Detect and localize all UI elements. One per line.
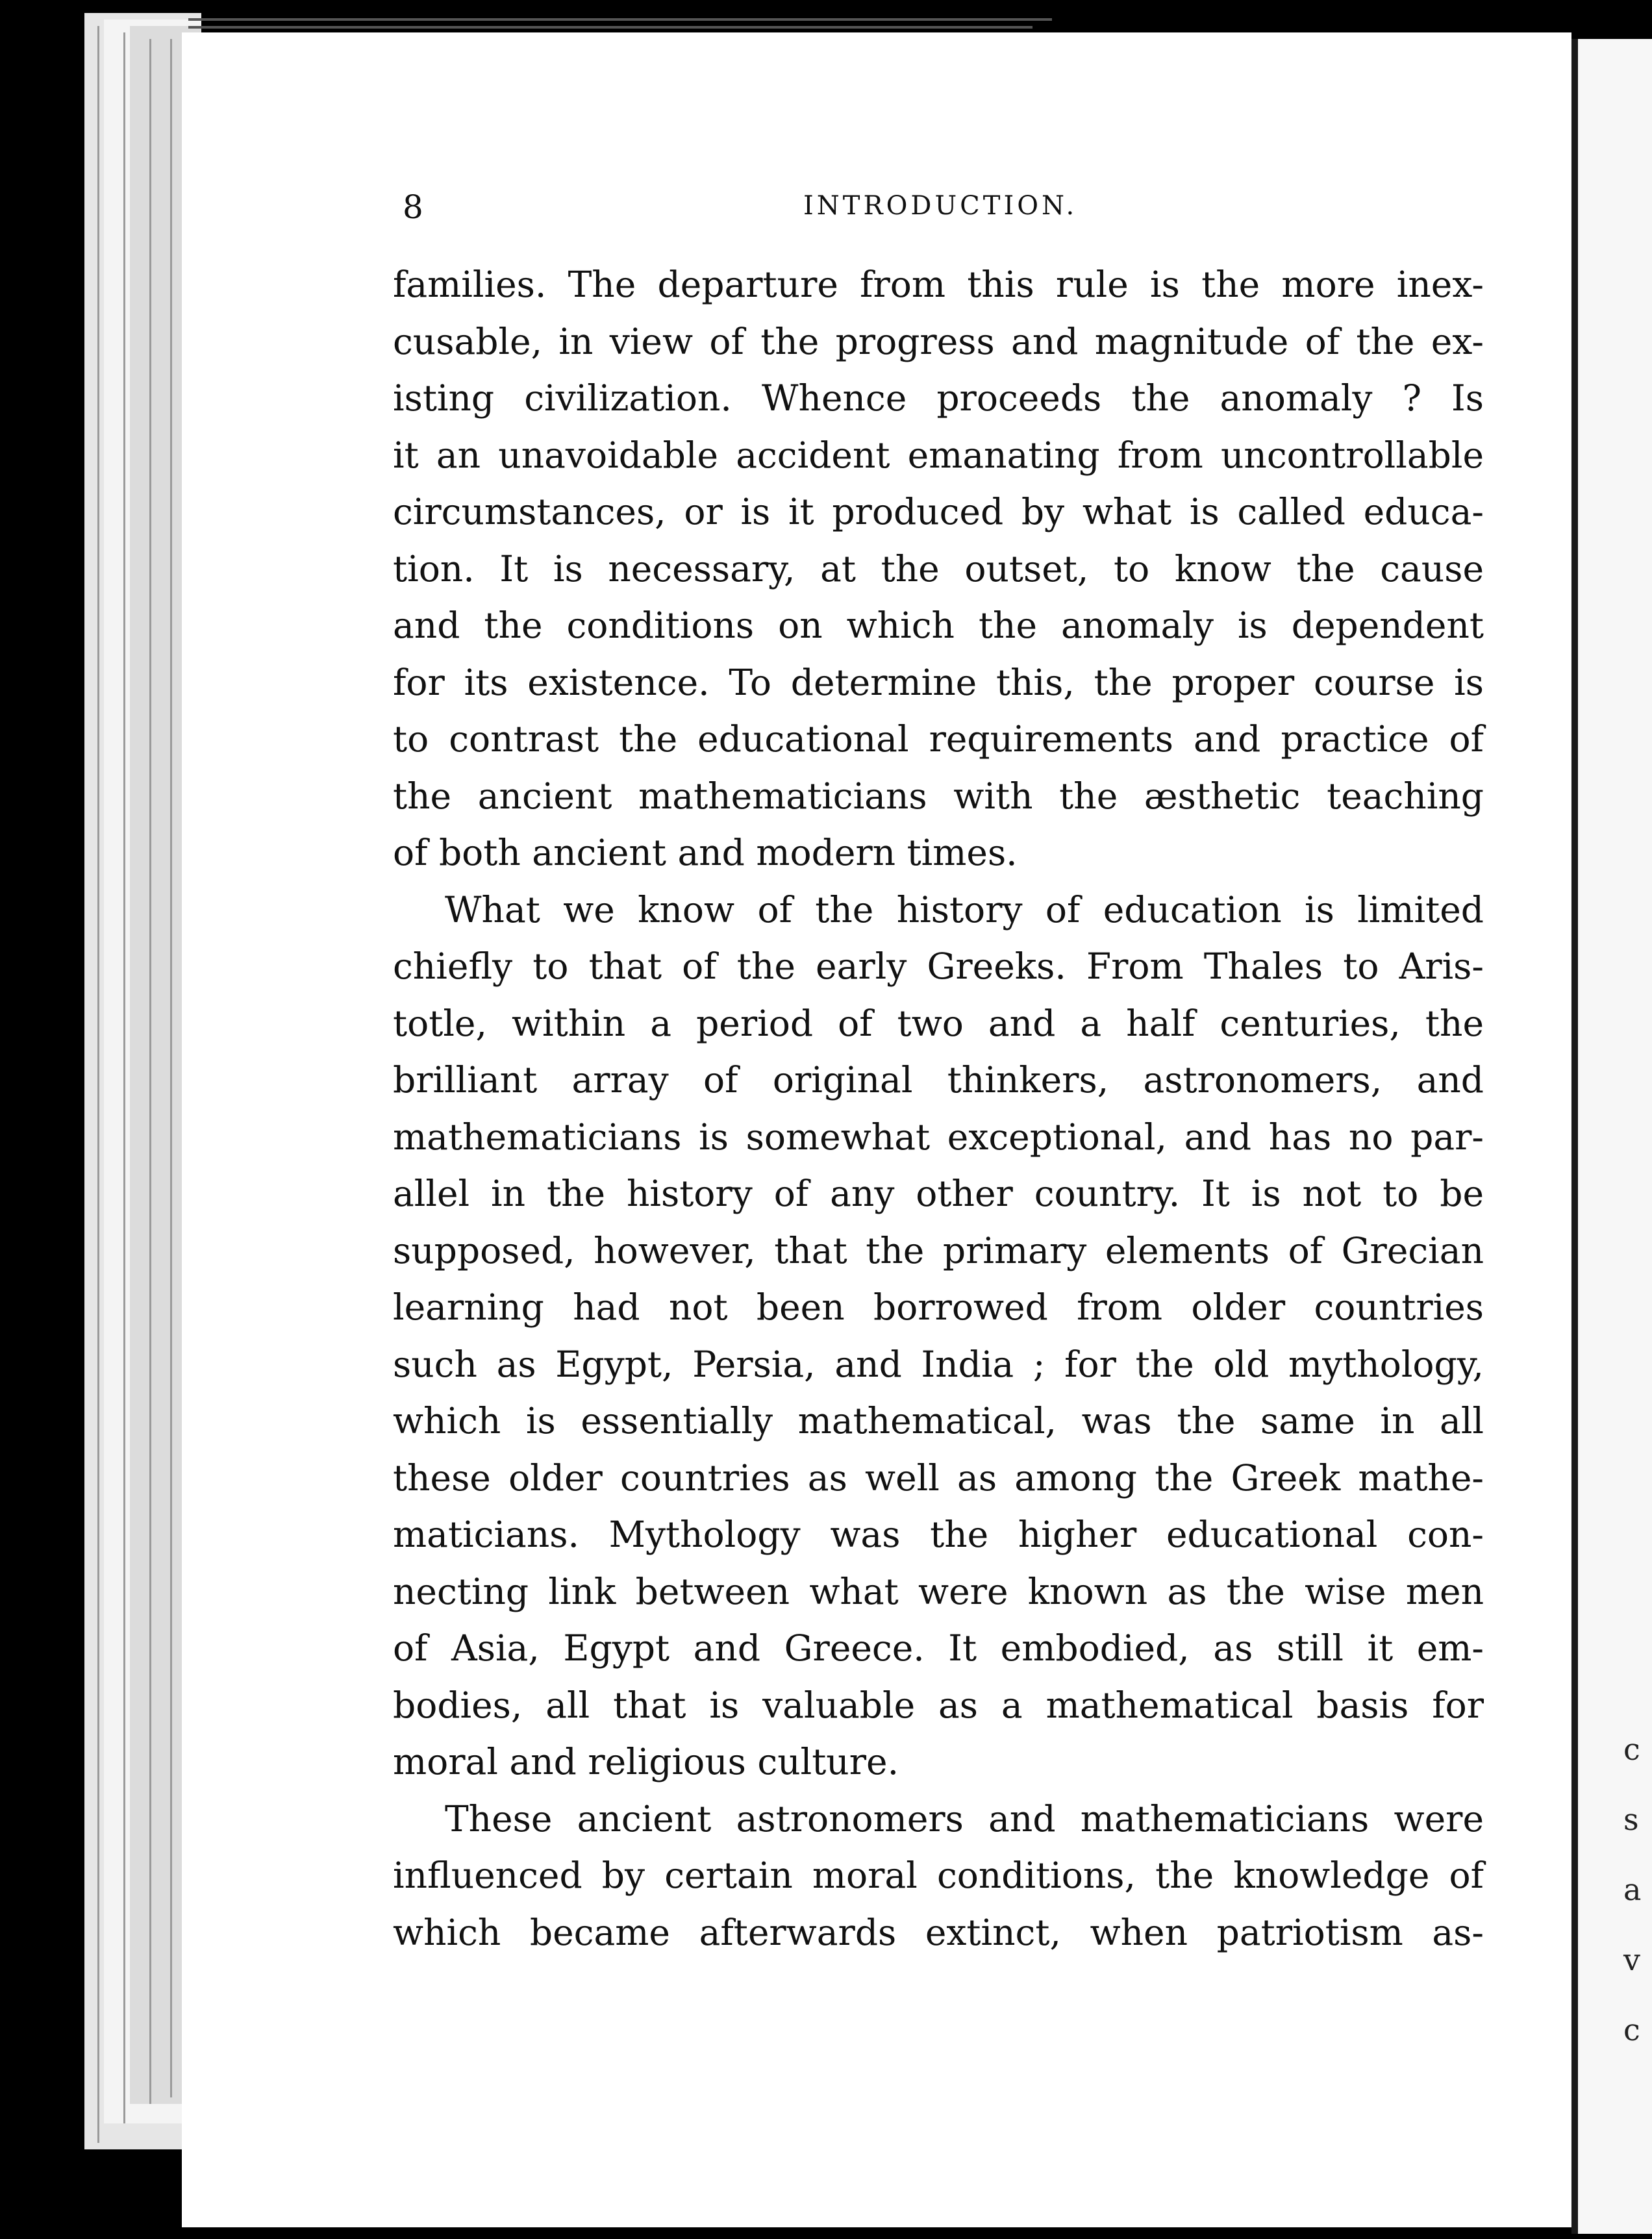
- body-text: [393, 256, 1484, 1961]
- running-header: [403, 188, 1571, 234]
- text-line: mathematicians is somewhat exceptional, and has no par-: [393, 1116, 1484, 1158]
- text-line: of Asia, Egypt and Greece. It embodied, as still it em-: [393, 1627, 1484, 1669]
- facing-page-letters: [1623, 1714, 1652, 2065]
- header-title: INTRODUCTION.: [803, 191, 1078, 221]
- page-stack-line: [97, 26, 99, 2143]
- text-line: supposed, however, that the primary elements of Grecian: [393, 1229, 1484, 1271]
- text-line: such as Egypt, Persia, and India ; for the old mythology,: [393, 1343, 1484, 1385]
- text-line: cusable, in view of the progress and magnitude of the ex-: [393, 320, 1484, 362]
- text-line: these older countries as well as among the Greek mathe-: [393, 1457, 1484, 1499]
- page-stack-line: [123, 32, 125, 2123]
- top-edge-rule: [188, 18, 1052, 21]
- margin-letter: c: [1623, 2012, 1640, 2047]
- text-line: totle, within a period of two and a half centuries, the: [393, 1002, 1484, 1044]
- text-line: families. The departure from this rule is the more inex-: [393, 264, 1484, 305]
- text-line: necting link between what were known as the wise men: [393, 1570, 1484, 1612]
- page-stack-line: [170, 39, 172, 2097]
- text-line: the ancient mathematicians with the æsthetic teaching: [393, 775, 1484, 817]
- top-edge-rule: [188, 26, 1032, 29]
- text-line: to contrast the educational requirements and practice of: [393, 718, 1484, 760]
- text-line: What we know of the history of education is limited: [445, 888, 1484, 931]
- text-line: chiefly to that of the early Greeks. From Thales to Aris-: [393, 945, 1484, 987]
- text-line: brilliant array of original thinkers, astronomers, and: [393, 1059, 1484, 1101]
- text-line: which is essentially mathematical, was the same in all: [393, 1400, 1484, 1442]
- page-stack-line: [149, 39, 151, 2104]
- text-line: maticians. Mythology was the higher educational con-: [393, 1514, 1484, 1555]
- text-line: isting civilization. Whence proceeds the anomaly ? Is: [393, 377, 1484, 419]
- margin-letter: a: [1623, 1872, 1642, 1907]
- text-line: learning had not been borrowed from older countries: [393, 1286, 1484, 1328]
- text-line: it an unavoidable accident emanating from uncontrollable: [393, 434, 1484, 476]
- text-line: and the conditions on which the anomaly is dependent: [393, 605, 1484, 646]
- text-line: circumstances, or is it produced by what is called educa-: [393, 491, 1484, 532]
- page-number: 8: [403, 188, 423, 226]
- text-line: These ancient astronomers and mathematicians were: [445, 1797, 1484, 1840]
- text-line: moral and religious culture.: [393, 1741, 899, 1782]
- text-line: which became afterwards extinct, when patriotism as-: [393, 1911, 1484, 1953]
- text-line: tion. It is necessary, at the outset, to know the cause: [393, 547, 1484, 590]
- text-line: for its existence. To determine this, the proper course is: [393, 661, 1484, 703]
- text-line: influenced by certain moral conditions, the knowledge of: [393, 1855, 1484, 1896]
- margin-letter: c: [1623, 1732, 1640, 1767]
- margin-letter: v: [1623, 1942, 1640, 1977]
- text-line: allel in the history of any other country. It is not to be: [393, 1173, 1484, 1214]
- margin-letter: s: [1623, 1802, 1639, 1837]
- text-line: of both ancient and modern times.: [393, 832, 1018, 873]
- text-line: bodies, all that is valuable as a mathematical basis for: [393, 1684, 1484, 1726]
